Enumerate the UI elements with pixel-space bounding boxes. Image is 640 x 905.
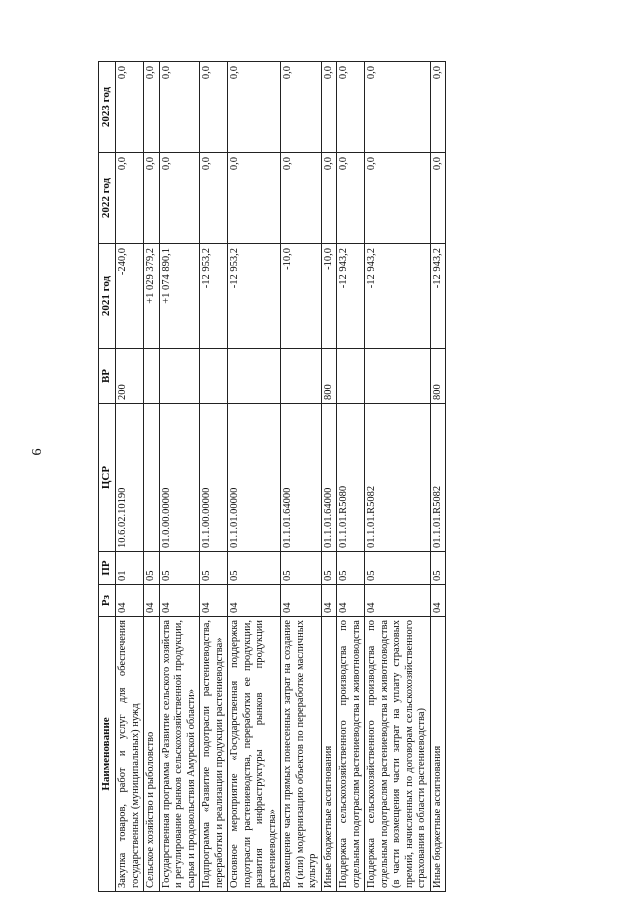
cell-rz: 04 bbox=[116, 585, 144, 617]
cell-name: Основное мероприятие «Государственная поддержка подотрасли растениеводства, переработки ее продукции, развития инфраструктуры рынков продукции растениеводства» bbox=[228, 617, 281, 892]
cell-rz: 04 bbox=[365, 585, 431, 617]
cell-rz: 04 bbox=[228, 585, 281, 617]
cell-vr bbox=[337, 349, 365, 404]
cell-csr: 01.1.01.R5080 bbox=[337, 404, 365, 552]
table-row bbox=[200, 62, 228, 892]
cell-2022: 0,0 bbox=[321, 153, 337, 244]
cell-pr: 05 bbox=[337, 552, 365, 585]
cell-2022: 0,0 bbox=[228, 153, 281, 244]
cell-2022: 0,0 bbox=[144, 153, 160, 244]
cell-2022: 0,0 bbox=[430, 153, 446, 244]
cell-rz: 04 bbox=[144, 585, 160, 617]
cell-2023: 0,0 bbox=[281, 62, 322, 153]
cell-vr bbox=[200, 349, 228, 404]
budget-table-container bbox=[98, 62, 568, 892]
cell-pr: 05 bbox=[430, 552, 446, 585]
cell-vr: 800 bbox=[321, 349, 337, 404]
cell-vr bbox=[159, 349, 200, 404]
cell-name: Возмещение части прямых понесенных затрат на создание и (или) модернизацию объектов по переработке масличных культур bbox=[281, 617, 322, 892]
table-row bbox=[365, 62, 431, 892]
cell-2021: -240,0 bbox=[116, 244, 144, 349]
cell-2022: 0,0 bbox=[337, 153, 365, 244]
header-2022: 2022 год bbox=[99, 153, 116, 244]
cell-name: Государственная программа «Развитие сельского хозяйства и регулирование рынков сельскохозяйственной продукции, сырья и продовольствия Амурской области» bbox=[159, 617, 200, 892]
cell-rz: 04 bbox=[337, 585, 365, 617]
page-number: 6 bbox=[30, 448, 45, 456]
cell-pr: 05 bbox=[159, 552, 200, 585]
cell-2021: -12 943,2 bbox=[365, 244, 431, 349]
cell-pr: 05 bbox=[321, 552, 337, 585]
cell-rz: 04 bbox=[200, 585, 228, 617]
cell-2023: 0,0 bbox=[159, 62, 200, 153]
cell-csr: 01.1.01.00000 bbox=[228, 404, 281, 552]
cell-2021: -12 943,2 bbox=[430, 244, 446, 349]
cell-vr bbox=[228, 349, 281, 404]
cell-vr bbox=[365, 349, 431, 404]
cell-pr: 05 bbox=[281, 552, 322, 585]
cell-csr bbox=[144, 404, 160, 552]
cell-2021: -12 943,2 bbox=[337, 244, 365, 349]
cell-name: Иные бюджетные ассигнования bbox=[321, 617, 337, 892]
cell-2021: -10,0 bbox=[321, 244, 337, 349]
cell-vr: 200 bbox=[116, 349, 144, 404]
header-2021: 2021 год bbox=[99, 244, 116, 349]
header-2023: 2023 год bbox=[99, 62, 116, 153]
cell-2022: 0,0 bbox=[365, 153, 431, 244]
cell-csr: 01.1.00.00000 bbox=[200, 404, 228, 552]
cell-name: Поддержка сельскохозяйственного производства по отдельным подотраслям растениеводства и животноводства (в части возмещения части затрат на уплату страховых премий, начисленных по договорам сельскохозяйственного страхования в области растениеводства) bbox=[365, 617, 431, 892]
cell-csr: 01.1.01.64000 bbox=[321, 404, 337, 552]
cell-2021: +1 074 890,1 bbox=[159, 244, 200, 349]
cell-csr: 01.1.01.64000 bbox=[281, 404, 322, 552]
header-name: Наименование bbox=[99, 617, 116, 892]
table-row bbox=[337, 62, 365, 892]
cell-2023: 0,0 bbox=[144, 62, 160, 153]
cell-vr: 800 bbox=[430, 349, 446, 404]
cell-rz: 04 bbox=[281, 585, 322, 617]
cell-name: Поддержка сельскохозяйственного производства по отдельным подотраслям растениеводства и животноводства bbox=[337, 617, 365, 892]
cell-vr bbox=[281, 349, 322, 404]
cell-csr: 01.1.01.R5082 bbox=[365, 404, 431, 552]
cell-rz: 04 bbox=[159, 585, 200, 617]
cell-2023: 0,0 bbox=[430, 62, 446, 153]
cell-2022: 0,0 bbox=[159, 153, 200, 244]
cell-2023: 0,0 bbox=[200, 62, 228, 153]
cell-name: Подпрограмма «Развитие подотрасли растениеводства, переработки и реализации продукции растениеводства» bbox=[200, 617, 228, 892]
table-row bbox=[144, 62, 160, 892]
cell-2023: 0,0 bbox=[321, 62, 337, 153]
header-rz: Рз bbox=[99, 585, 116, 617]
cell-pr: 01 bbox=[116, 552, 144, 585]
cell-name: Иные бюджетные ассигнования bbox=[430, 617, 446, 892]
table-row bbox=[430, 62, 446, 892]
table-body bbox=[116, 62, 446, 892]
cell-rz: 04 bbox=[321, 585, 337, 617]
cell-pr: 05 bbox=[144, 552, 160, 585]
cell-csr: 01.1.01.R5082 bbox=[430, 404, 446, 552]
cell-2023: 0,0 bbox=[116, 62, 144, 153]
table-row bbox=[159, 62, 200, 892]
cell-pr: 05 bbox=[200, 552, 228, 585]
cell-2021: -12 953,2 bbox=[228, 244, 281, 349]
table-row bbox=[116, 62, 144, 892]
cell-vr bbox=[144, 349, 160, 404]
header-pr: ПР bbox=[99, 552, 116, 585]
budget-table bbox=[98, 61, 446, 892]
cell-2023: 0,0 bbox=[337, 62, 365, 153]
cell-2022: 0,0 bbox=[116, 153, 144, 244]
cell-pr: 05 bbox=[365, 552, 431, 585]
cell-2022: 0,0 bbox=[200, 153, 228, 244]
cell-csr: 10.6.02.10190 bbox=[116, 404, 144, 552]
cell-2023: 0,0 bbox=[228, 62, 281, 153]
cell-name: Закупка товаров, работ и услуг для обеспечения государственных (муниципальных) нужд bbox=[116, 617, 144, 892]
cell-name: Сельское хозяйство и рыболовство bbox=[144, 617, 160, 892]
cell-2023: 0,0 bbox=[365, 62, 431, 153]
cell-2021: -12 953,2 bbox=[200, 244, 228, 349]
cell-2022: 0,0 bbox=[281, 153, 322, 244]
cell-2021: +1 029 379,2 bbox=[144, 244, 160, 349]
cell-rz: 04 bbox=[430, 585, 446, 617]
header-vr: ВР bbox=[99, 349, 116, 404]
cell-2021: -10,0 bbox=[281, 244, 322, 349]
table-row bbox=[321, 62, 337, 892]
cell-csr: 01.0.00.00000 bbox=[159, 404, 200, 552]
table-header-row bbox=[99, 62, 116, 892]
cell-pr: 05 bbox=[228, 552, 281, 585]
header-csr: ЦСР bbox=[99, 404, 116, 552]
table-row bbox=[281, 62, 322, 892]
table-row bbox=[228, 62, 281, 892]
